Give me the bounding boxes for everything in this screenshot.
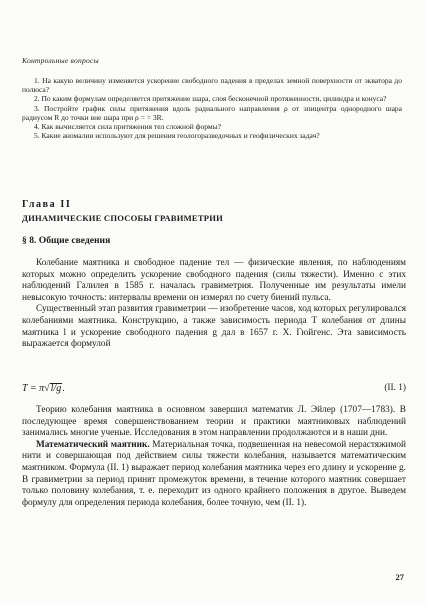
questions-heading: Контрольные вопросы — [22, 56, 99, 65]
paragraph: Существенный этап развития гравиметрии — изобретение часов, ход которых регулировался колебаниями маятника. Конструкцию, а также зависимость периода T колебания от длины маятника l и ускорение свободного падения g дал в 1657 г. Х. Гюйгенс. Эта зависимость выражается формулой — [22, 304, 406, 350]
run-in-text: Материальная точка, подвешенная на невесомой нерастяжимой нити и совершающая под действием силы тяжести колебания, называется математическим маятником. Формула (II. 1) выражает период колебания маятника через его длину и ускорение g. В гравиметрии за период принят промежуток времени, в течение которого маятник совершает только половину колебания, т. е. переходит из одного крайнего положения в другое. Выведем формулу для определения периода колебания, более точную, чем (II. 1). — [22, 439, 406, 508]
section-title: § 8. Общие сведения — [22, 235, 111, 246]
chapter-title: ДИНАМИЧЕСКИЕ СПОСОБЫ ГРАВИМЕТРИИ — [22, 213, 223, 223]
paragraph-math-pendulum — [22, 440, 406, 510]
run-in-heading: Математический маятник. — [36, 439, 150, 450]
formula-lhs: T = π — [22, 383, 45, 394]
chapter-number: Глава II — [22, 199, 72, 210]
sqrt-sign: √ — [44, 383, 50, 394]
questions-list — [22, 76, 402, 140]
question-item: 1. На какую величину изменяется ускорение свободного падения в пределах земной поверхности от экватора до полюса? — [22, 76, 402, 95]
formula-radicand: l/g — [50, 383, 62, 394]
pendulum-formula — [22, 383, 406, 397]
question-item: 2. По каким формулам определяется притяжение шара, слоя бесконечной протяженности, цилиндра и конуса? — [34, 94, 387, 104]
question-item: 5. Какие аномалии используют для решения геологоразведочных и геофизических задач? — [34, 131, 320, 141]
question-item: 3. Постройте график силы притяжения вдоль радиального направления ρ от эпицентра однородного шара радиусом R до точки вне шара при ρ = = 3R. — [22, 103, 402, 122]
paragraph: Колебание маятника и свободное падение тел — физические явления, по наблюдениям которых можно определить ускорение свободного падения (силы тяжести). Именно с этих наблюдений Галилея в 1585 г. началась гравиметрия. Полученные им результаты имели невысокую точность: интервалы времени он измерял по счету биений пульса. — [22, 258, 406, 303]
equation-number: (II. 1) — [384, 383, 406, 393]
question-item: 4. Как вычисляется сила притяжения тел сложной формы? — [34, 122, 222, 132]
page-number: 27 — [395, 572, 404, 582]
formula-tail: . — [62, 383, 65, 394]
body-text-top — [22, 258, 406, 351]
body-text-bottom — [22, 405, 406, 509]
paragraph: Теорию колебания маятника в основном завершил математик Л. Эйлер (1707—1783). В последующее время совершенствованием теории и практики маятниковых наблюдений занимались многие ученые. Исследования в этом направлении продолжаются и в наши дни. — [22, 405, 406, 439]
